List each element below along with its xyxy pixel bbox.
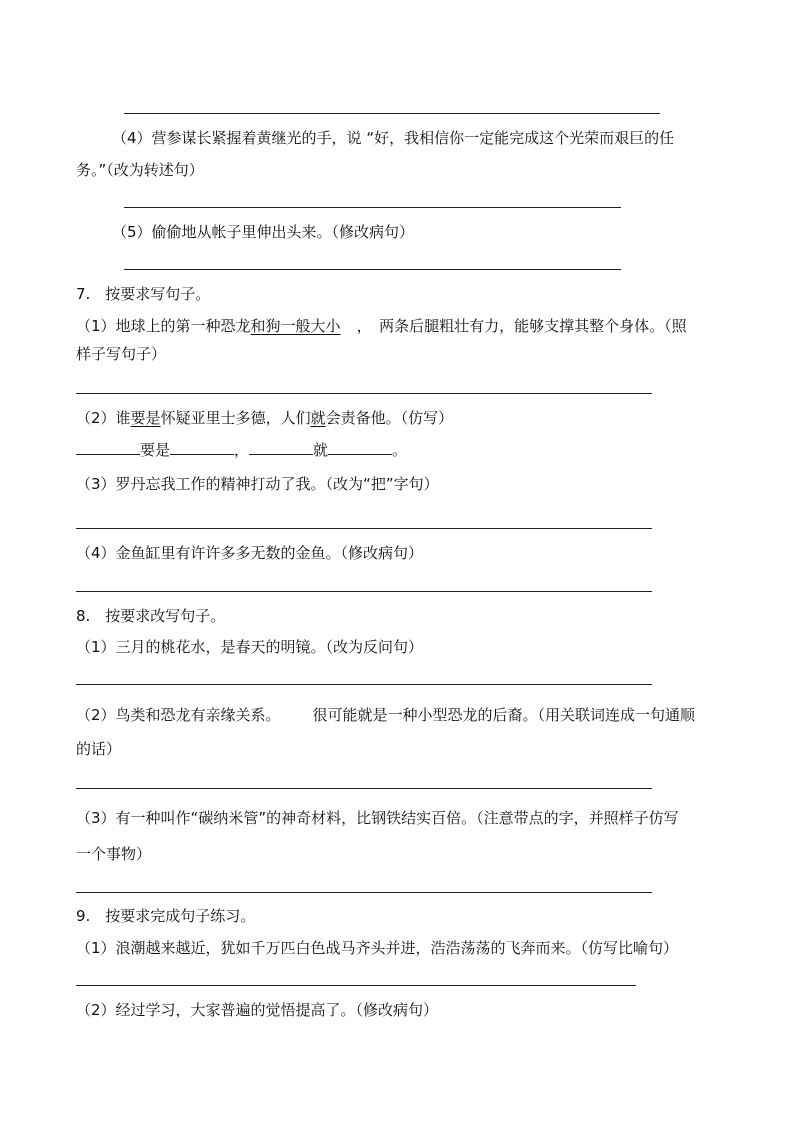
q7-item1-part-a: （1）地球上的第一种恐龙 — [76, 317, 251, 335]
q7-item2 — [76, 408, 453, 428]
fill-period: 。 — [392, 441, 408, 459]
q7-item2-underlined-jiu: 就 — [310, 409, 326, 427]
q7-item1-part-c: ， 两条后腿粗壮有力，能够支撑其整个身体。（照 — [356, 317, 687, 335]
q7-item1-underlined-phrase: 和狗一般大小 — [250, 317, 341, 335]
q6-item4-line1: （4）营参谋长紧握着黄继光的手，说 “好，我相信你一定能完成这个光荣而艰巨的任 — [112, 129, 675, 147]
q8-item2-line2: 的话） — [76, 740, 122, 758]
q9-item2: （2）经过学习，大家普遍的觉悟提高了。（修改病句） — [76, 1001, 439, 1019]
q8-title: 8. 按要求改写句子。 — [76, 607, 226, 625]
answer-line-q8-2[interactable] — [76, 788, 652, 789]
q9-item1: （1）浪潮越来越近，犹如千万匹白色战马齐头并进，浩浩荡荡的飞奔而来。（仿写比喻句） — [76, 939, 679, 957]
q7-item3: （3）罗丹忘我工作的精神打动了我。（改为“把”字句） — [76, 475, 439, 493]
q8-item2-part-b: 很可能就是一种小型恐龙的后裔。（用关联词连成一句通顺 — [312, 706, 696, 724]
fill-word-yaoshi: 要是 — [140, 441, 171, 459]
answer-line-q6-5[interactable] — [124, 269, 621, 270]
answer-line-q8-1[interactable] — [76, 684, 652, 685]
q7-fill-in-line — [76, 440, 407, 460]
fill-blank-3[interactable] — [249, 440, 313, 455]
answer-line-q9-1[interactable] — [76, 985, 636, 986]
q8-item2-line1 — [76, 705, 695, 725]
q7-item1-line2: 样子写句子） — [76, 345, 167, 363]
q8-item2-part-a: （2）鸟类和恐龙有亲缘关系。 — [76, 706, 281, 724]
answer-line-q7-1[interactable] — [76, 393, 652, 394]
fill-comma: ， — [234, 441, 250, 459]
q9-title: 9. 按要求完成句子练习。 — [76, 907, 256, 925]
q6-item4-line2: 务。”（改为转述句） — [76, 161, 204, 179]
fill-word-jiu: 就 — [313, 441, 329, 459]
q7-item2-part-a: （2）谁 — [76, 409, 131, 427]
q7-item4: （4）金鱼缸里有许许多多无数的金鱼。（修改病句） — [76, 544, 424, 562]
answer-line-q7-3[interactable] — [76, 528, 652, 529]
answer-line-q6-4[interactable] — [124, 207, 621, 208]
q6-item5: （5）偷偷地从帐子里伸出头来。（修改病句） — [112, 223, 415, 241]
answer-line-q8-3[interactable] — [76, 892, 652, 893]
fill-blank-4[interactable] — [328, 440, 392, 455]
q7-item2-part-c: 怀疑亚里士多德，人们 — [160, 409, 311, 427]
q7-title: 7. 按要求写句子。 — [76, 285, 211, 303]
q8-item3-line2: 一个事物） — [76, 845, 152, 863]
q8-item3-line1: （3）有一种叫作“碳纳米管”的神奇材料，比钢铁结实百倍。（注意带点的字，并照样子仿写 — [76, 809, 679, 827]
fill-blank-2[interactable] — [170, 440, 234, 455]
fill-blank-1[interactable] — [76, 440, 140, 455]
q7-item2-part-e: 会责备他。（仿写） — [325, 409, 454, 427]
answer-line-q6-3[interactable] — [124, 113, 660, 114]
q8-item1: （1）三月的桃花水，是春天的明镜。（改为反问句） — [76, 638, 424, 656]
answer-line-q7-4[interactable] — [76, 591, 652, 592]
q7-item1-line1 — [76, 316, 687, 336]
q7-item2-underlined-yaoshi: 要是 — [130, 409, 161, 427]
